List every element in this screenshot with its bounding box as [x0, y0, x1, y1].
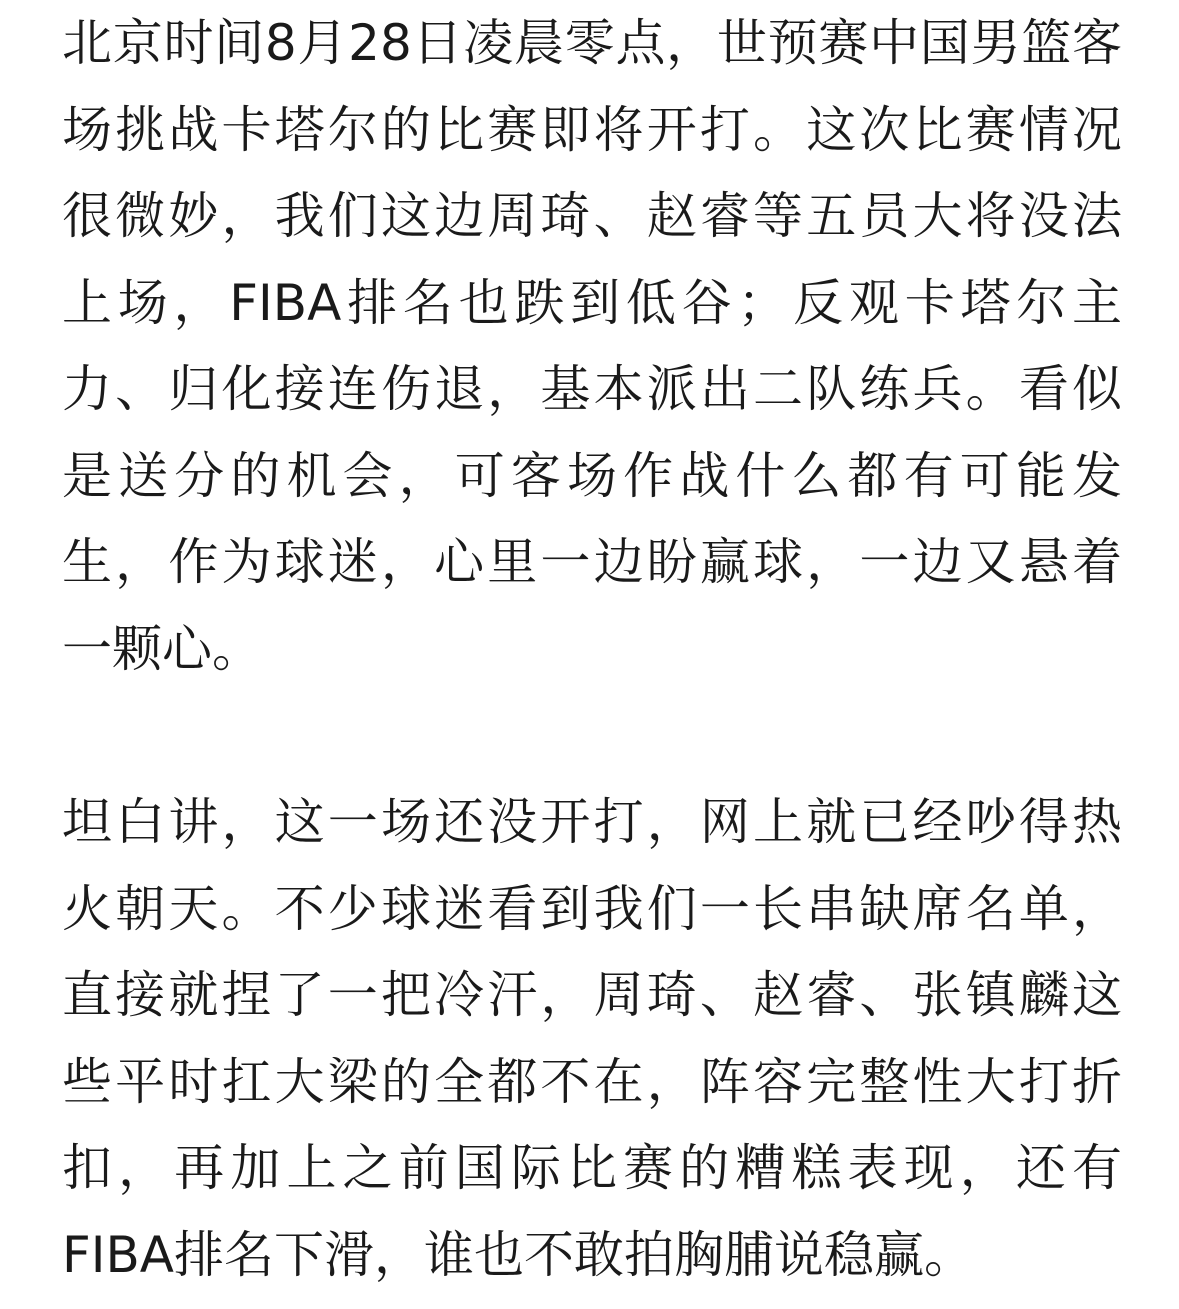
text-line: 直接就捏了一把冷汗，周琦、赵睿、张镇麟这	[62, 966, 1122, 1024]
article-body	[62, 0, 1122, 1298]
text-line: 火朝天。不少球迷看到我们一长串缺席名单，	[62, 879, 1122, 938]
text-line: 很微妙，我们这边周琦、赵睿等五员大将没法	[62, 187, 1122, 245]
text-line: 一颗心。	[62, 619, 262, 678]
text-line: 北京时间8月28日凌晨零点，世预赛中国男篮客	[62, 14, 1122, 72]
text-line: 上场，FIBA排名也跌到低谷；反观卡塔尔主	[62, 273, 1122, 332]
text-line: 些平时扛大梁的全都不在，阵容完整性大打折	[62, 1052, 1122, 1111]
text-line: 是送分的机会，可客场作战什么都有可能发	[62, 446, 1122, 505]
text-line: 坦白讲，这一场还没开打，网上就已经吵得热	[62, 793, 1122, 851]
paragraph-2	[62, 779, 1122, 1298]
text-line: 力、归化接连伤退，基本派出二队练兵。看似	[62, 360, 1122, 418]
text-line: 场挑战卡塔尔的比赛即将开打。这次比赛情况	[62, 100, 1122, 159]
text-line: 扣，再加上之前国际比赛的糟糕表现，还有	[62, 1139, 1122, 1197]
text-line: 生，作为球迷，心里一边盼赢球，一边又悬着	[62, 533, 1122, 591]
paragraph-1	[62, 0, 1122, 692]
text-line: FIBA排名下滑，谁也不敢拍胸脯说稳赢。	[62, 1225, 975, 1284]
paragraph-spacer	[62, 692, 1122, 779]
